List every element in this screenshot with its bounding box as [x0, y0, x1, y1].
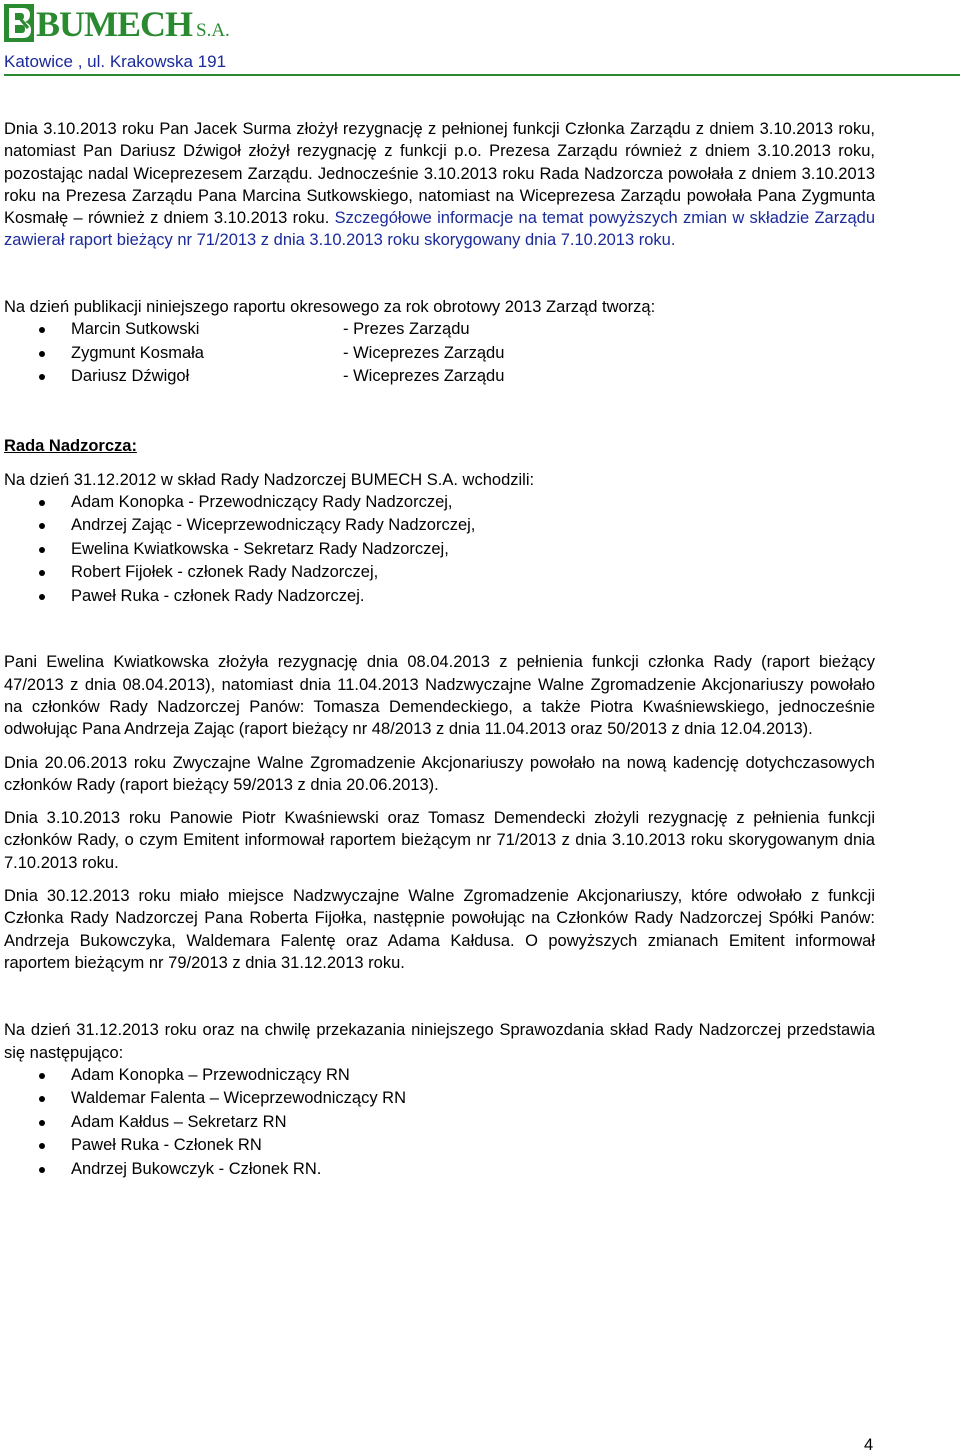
paragraph-text: Dnia 3.10.2013 roku Pan Jacek Surma złożył rezygnację z pełnionej funkcji Członka Zarządu z dniem 3.10.2013 roku, natomiast Pan Dariusz Dźwigoł złożył rezygnację z funkcji p.o. Prezesa Zarządu również z dniem 3.10.2013 roku, pozostając nadal Wiceprezesem Zarządu. Jednocześnie 3.10.2013 roku Rada Nadzorcza powołała z dniem 3.10.2013 roku na Prezesa Zarządu Pana Marcina Sutkowskiego, natomiast na Wiceprezesa Zarządu powołała Pana Zygmunta Kosmałę – również z dniem 3.10.2013 roku. — [4, 120, 875, 228]
member-name: Marcin Sutkowski — [71, 320, 200, 339]
paragraph-management-changes — [4, 118, 875, 252]
list-item — [4, 365, 875, 389]
document-body — [4, 118, 875, 1181]
list-item: Ewelina Kwiatkowska - Sekretarz Rady Nadzorczej, — [4, 538, 875, 562]
rada-2012-list — [4, 491, 875, 609]
company-logo — [4, 2, 230, 42]
list-item: Andrzej Bukowczyk - Członek RN. — [4, 1158, 875, 1182]
paragraph-kwiatkowska: Pani Ewelina Kwiatkowska złożyła rezygnację dnia 08.04.2013 z pełnienia funkcji członka Rady (raport bieżący 47/2013 z dnia 08.04.2013), natomiast dnia 11.04.2013 Nadzwyczajne Walne Zgromadzenie Akcjonariuszy powołało na członków Rady Nadzorczej Panów: Tomasza Demendeckiego, a także Piotra Kwaśniewskiego, jednocześnie odwołując Pana Andrzeja Zając (raport bieżący nr 48/2013 z dnia 11.04.2013 oraz 50/2013 z dnia 12.04.2013). — [4, 653, 875, 739]
paragraph-20-06: Dnia 20.06.2013 roku Zwyczajne Walne Zgromadzenie Akcjonariuszy powołało na nową kadencję dotychczasowych członków Rady (raport bieżący 59/2013 z dnia 20.06.2013). — [4, 753, 875, 794]
member-name: Zygmunt Kosmała — [71, 343, 204, 362]
page-header — [0, 0, 960, 78]
list-item: Paweł Ruka - Członek RN — [4, 1134, 875, 1158]
list-item: Adam Konopka - Przewodniczący Rady Nadzorczej, — [4, 491, 875, 515]
rada-intro-2012: Na dzień 31.12.2012 w skład Rady Nadzorczej BUMECH S.A. wchodzili: — [4, 470, 535, 489]
logo-wordmark: BUMECH — [36, 4, 192, 44]
logo-suffix: S.A. — [196, 20, 230, 41]
member-role: - Prezes Zarządu — [343, 320, 470, 339]
header-divider — [4, 74, 960, 76]
paragraph-30-12: Dnia 30.12.2013 roku miało miejsce Nadzwyczajne Walne Zgromadzenie Akcjonariuszy, które odwołało z funkcji Członka Rady Nadzorczej Pana Roberta Fijołka, następnie powołując na Członków Rady Nadzorczej Spółki Panów: Andrzeja Bukowczyka, Waldemara Falentę oraz Adama Kałdusa. O powyższych zmianach Emitent informował raportem bieżącym nr 79/2013 z dnia 31.12.2013 roku. — [4, 887, 875, 972]
board-list — [4, 318, 875, 389]
page-number: 4 — [864, 1436, 874, 1454]
member-name: Dariusz Dźwigoł — [71, 367, 190, 386]
rada-2013-list — [4, 1064, 875, 1182]
section-heading-rada: Rada Nadzorcza: — [4, 436, 137, 455]
list-item — [4, 318, 875, 342]
list-item: Robert Fijołek - członek Rady Nadzorczej, — [4, 561, 875, 585]
member-role: - Wiceprezes Zarządu — [343, 343, 505, 362]
list-item — [4, 342, 875, 366]
list-item: Paweł Ruka - członek Rady Nadzorczej. — [4, 585, 875, 609]
paragraph-3-10: Dnia 3.10.2013 roku Panowie Piotr Kwaśniewski oraz Tomasz Demendecki złożyli rezygnację z pełnienia funkcji członków Rady, o czym Emitent informował raportem bieżącym nr 71/2013 z dnia 3.10.2013 roku skorygowanym dnia 7.10.2013 roku. — [4, 809, 875, 872]
list-item: Adam Konopka – Przewodniczący RN — [4, 1064, 875, 1088]
board-intro: Na dzień publikacji niniejszego raportu okresowego za rok obrotowy 2013 Zarząd tworzą: — [4, 297, 656, 316]
paragraph-report-reference: Szczegółowe informacje na temat powyższych zmian w składzie Zarządu zawierał raport bieżący nr 71/2013 z dnia 3.10.2013 roku skorygowany dnia 7.10.2013 roku. — [4, 209, 875, 250]
member-role: - Wiceprezes Zarządu — [343, 367, 505, 386]
company-address: Katowice , ul. Krakowska 191 — [4, 52, 227, 71]
list-item: Waldemar Falenta – Wiceprzewodniczący RN — [4, 1087, 875, 1111]
logo-mark-icon — [4, 4, 34, 42]
list-item: Andrzej Zając - Wiceprzewodniczący Rady Nadzorczej, — [4, 514, 875, 538]
rada-intro-2013: Na dzień 31.12.2013 roku oraz na chwilę przekazania niniejszego Sprawozdania skład Rady Nadzorczej przedstawia się następująco: — [4, 1021, 875, 1062]
list-item: Adam Kałdus – Sekretarz RN — [4, 1111, 875, 1135]
